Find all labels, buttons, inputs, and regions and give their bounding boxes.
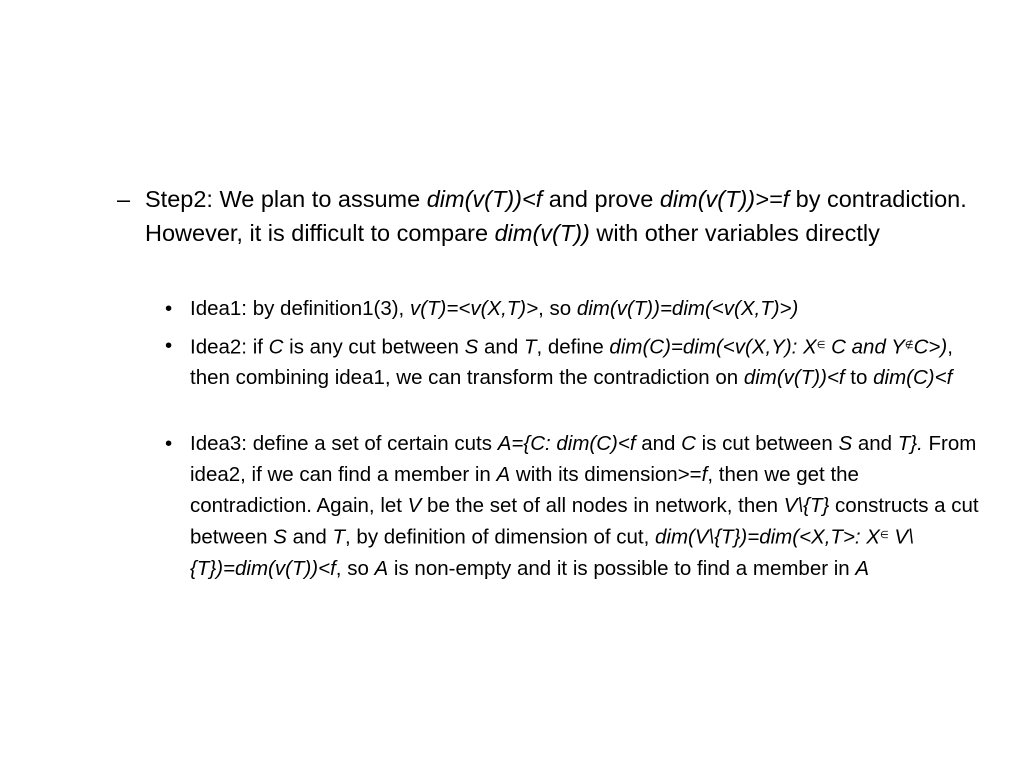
bullet-marker: • [165,334,173,357]
bullet-marker: • [165,297,173,320]
idea1-text: Idea1: by definition1(3), v(T)=<v(X,T)>, so dim(v(T))=dim(<v(X,T)>) [190,297,799,320]
idea3-text: Idea3: define a set of certain cuts A={C: dim(C)<f and C is cut between S and T}. From idea2, if we can find a member in A with its dimension>=f, then we get the contradiction. Again, let V be the set of all nodes in network, then V\{T} constructs a cut between S and T, by definition of dimension of cut, dim(V\{T})=dim(<X,T>: X∈ V\{T})=dim(v(T))<f, so A is non-empty and it is possible to find a member in A [190,432,979,580]
dash-marker: – [117,186,131,212]
step2-text: Step2: We plan to assume dim(v(T))<f and prove dim(v(T))>=f by contradiction. However, it is difficult to compare dim(v(T)) with other variables directly [145,186,967,246]
not-element-of-symbol: ∉ [904,340,914,351]
bullet-marker: • [165,432,173,455]
element-of-symbol: ∈ [816,340,826,351]
idea2-bullet [165,331,980,394]
idea1-bullet [165,294,980,325]
element-of-symbol: ∈ [879,530,889,542]
idea3-bullet [165,429,980,584]
step2-paragraph [117,183,977,250]
idea2-text: Idea2: if C is any cut between S and T, define dim(C)=dim(<v(X,Y): X∈ C and Y∉C>), then combining idea1, we can transform the contradiction on dim(v(T))<f to dim(C)<f [190,335,953,390]
